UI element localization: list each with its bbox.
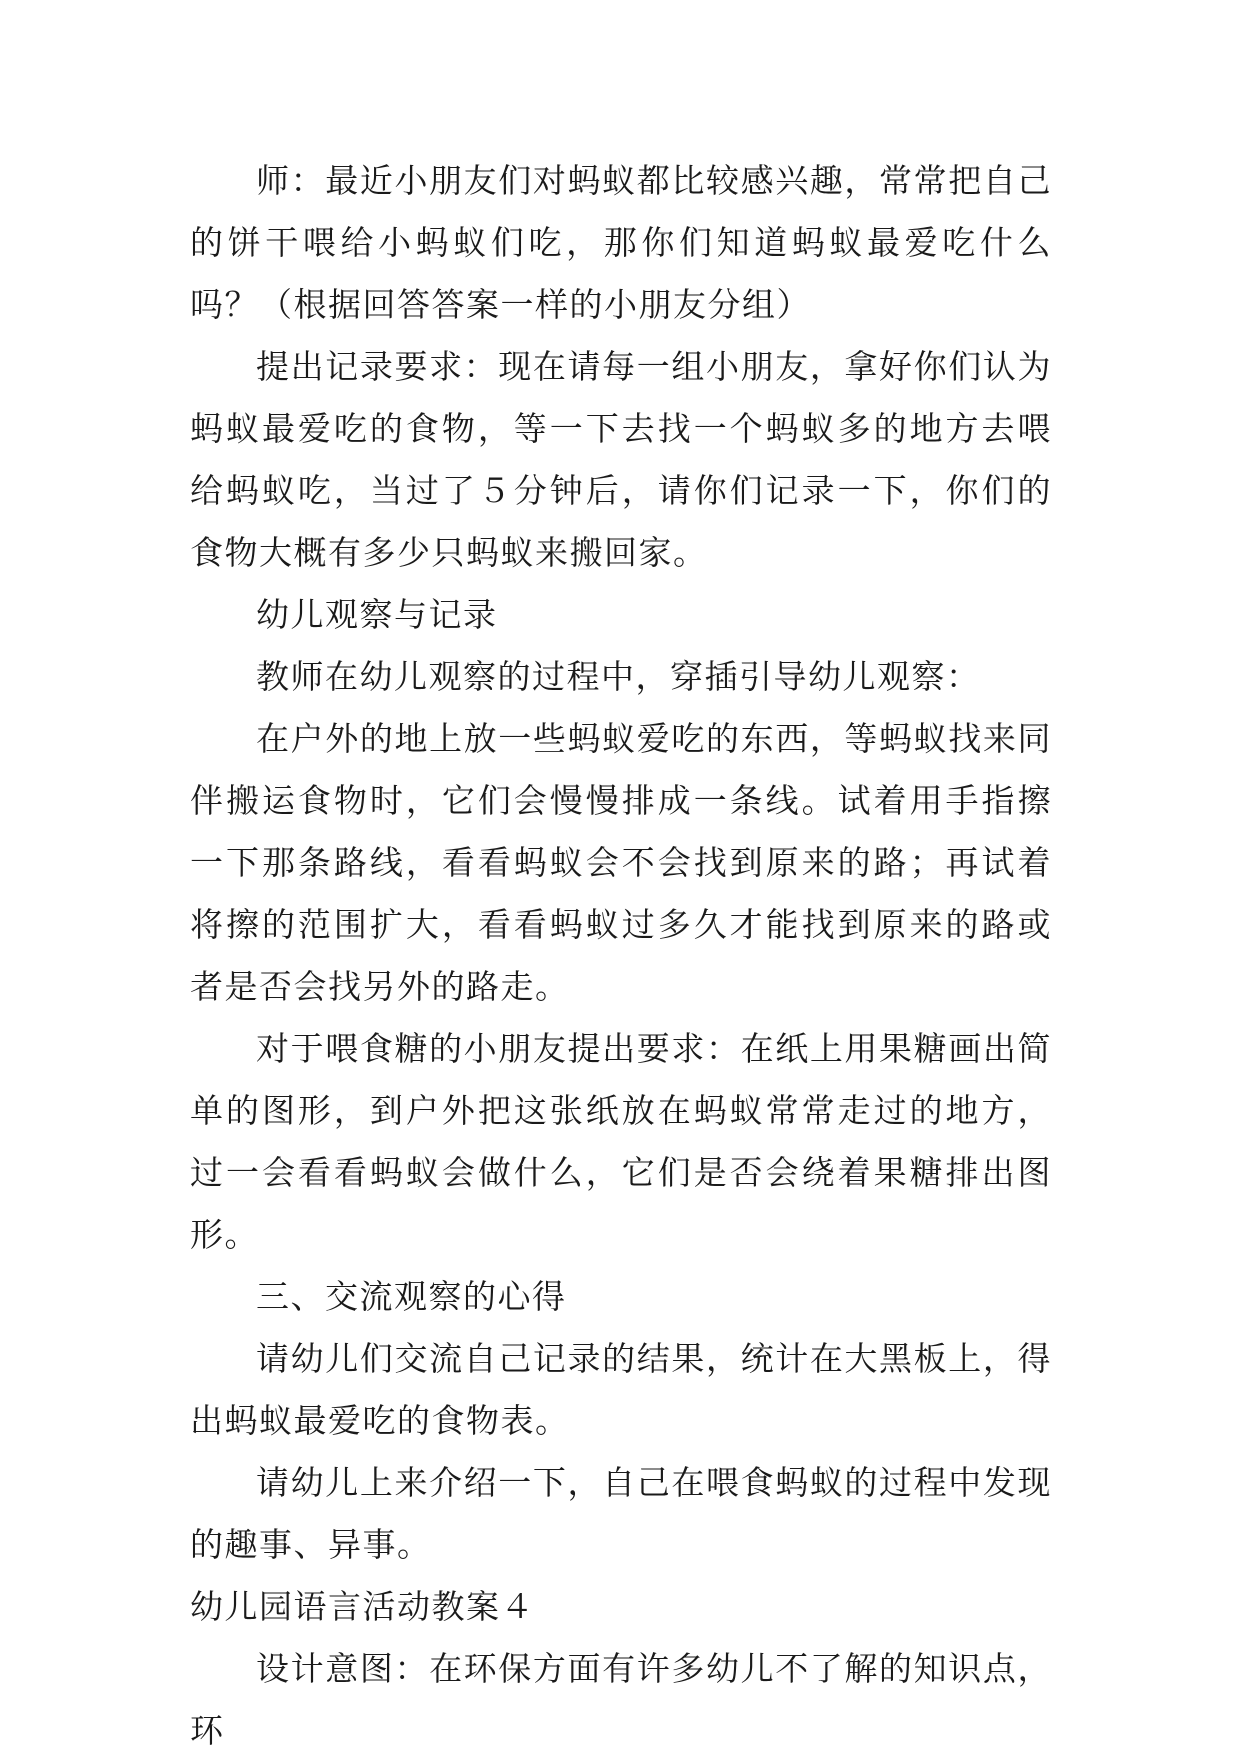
paragraph-introduce-findings: 请幼儿上来介绍一下，自己在喂食蚂蚁的过程中发现的趣事、异事。 [190, 1463, 1052, 1564]
paragraph-outdoor-experiment: 在户外的地上放一些蚂蚁爱吃的东西，等蚂蚁找来同伴搬运食物时，它们会慢慢排成一条线。试着用手指擦一下那条路线，看看蚂蚁会不会找到原来的路；再试着将擦的范围扩大，看看蚂蚁过多久才能找到原来的路或者是否会找另外的路走。 [190, 719, 1052, 1006]
paragraph-design-intent: 设计意图：在环保方面有许多幼儿不了解的知识点，环 [190, 1649, 1052, 1750]
paragraph-observe-record: 幼儿观察与记录 [256, 595, 498, 634]
paragraph-sugar-requirement: 对于喂食糖的小朋友提出要求：在纸上用果糖画出简单的图形，到户外把这张纸放在蚂蚁常常走过的地方，过一会看看蚂蚁会做什么，它们是否会绕着果糖排出图形。 [190, 1029, 1052, 1254]
paragraph-record-requirement: 提出记录要求：现在请每一组小朋友，拿好你们认为蚂蚁最爱吃的食物，等一下去找一个蚂蚁多的地方去喂给蚂蚁吃，当过了５分钟后，请你们记录一下，你们的食物大概有多少只蚂蚁来搬回家。 [190, 347, 1052, 572]
document-body [190, 150, 1052, 1762]
paragraph-teacher-guide: 教师在幼儿观察的过程中，穿插引导幼儿观察： [256, 657, 981, 696]
paragraph-share-results: 请幼儿们交流自己记录的结果，统计在大黑板上，得出蚂蚁最爱吃的食物表。 [190, 1339, 1052, 1440]
paragraph-teacher-question: 师：最近小朋友们对蚂蚁都比较感兴趣，常常把自己的饼干喂给小蚂蚁们吃，那你们知道蚂蚁最爱吃什么吗？（根据回答答案一样的小朋友分组） [190, 161, 1052, 324]
paragraph-section-three: 三、交流观察的心得 [256, 1277, 567, 1316]
section-heading: 幼儿园语言活动教案４ [190, 1587, 535, 1626]
